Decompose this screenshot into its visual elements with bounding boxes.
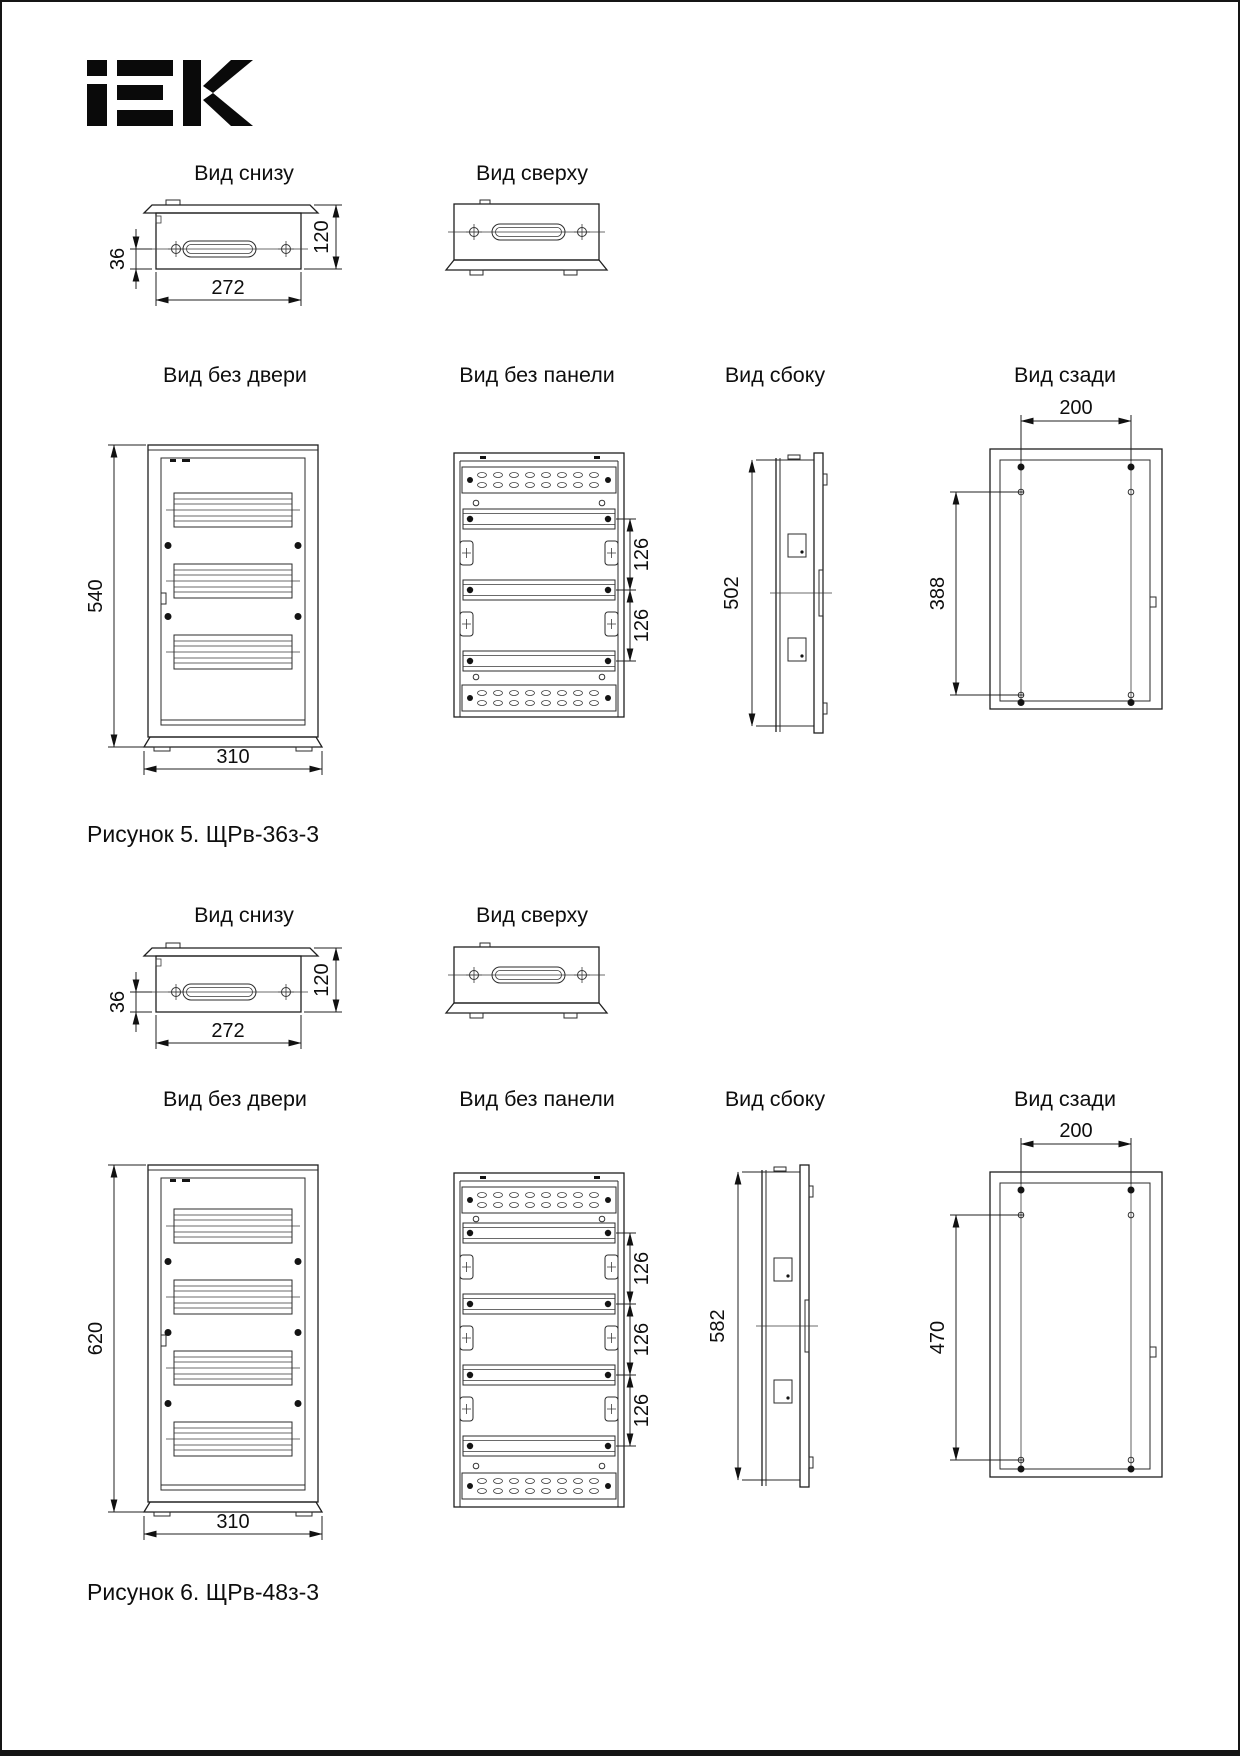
fig6-label-view-no-door: Вид без двери [163,1087,307,1111]
fig6-dim-rail-pitch-3: 126 [631,1393,653,1428]
fig5-label-view-side: Вид сбоку [724,363,826,387]
din-rail [463,1223,615,1243]
fig6-dim-rail-pitch-2: 126 [631,1322,653,1357]
fig5-label-view-top: Вид сверху [476,161,588,185]
din-rail [166,564,300,598]
fig5-dim-depth: 120 [311,220,333,254]
fig5-dim-rail-pitch-1: 126 [631,537,653,572]
fig6-caption: Рисунок 6. ЩРв-48з-3 [87,1579,320,1605]
fig6-dim-flange-offset: 36 [107,990,129,1014]
fig6-label-view-no-panel: Вид без панели [459,1087,615,1111]
din-rail [166,635,300,669]
cabinet-top-drawing [446,943,607,1018]
fixing-tab [605,612,618,636]
din-rail [463,509,615,529]
fixing-tab [460,612,473,636]
fig6-side-view [707,1165,818,1487]
fixing-tab [605,1397,618,1421]
fig5-dim-rear-span-width: 200 [1059,397,1093,419]
fixing-tab [460,1255,473,1279]
fig5-side-view [721,453,832,733]
din-rail [166,1422,300,1456]
fig5-label-view-bottom: Вид снизу [194,161,294,185]
fixing-tab [605,1326,618,1350]
fig6-dim-width: 310 [216,1511,250,1533]
fig5-rear-view [927,397,1162,709]
din-rail [166,1280,300,1314]
fig6-label-view-bottom: Вид снизу [194,903,294,927]
fig6-dim-height: 620 [85,1321,107,1356]
fig6-label-view-top: Вид сверху [476,903,588,927]
fig5-dim-rail-pitch-2: 126 [631,608,653,643]
fig5-bottom-view [107,200,342,306]
din-rail [463,1294,615,1314]
fig5-top-view [446,200,607,275]
din-rail [463,580,615,600]
fig5-label-view-rear: Вид сзади [1014,363,1116,387]
fig6-label-view-rear: Вид сзади [1014,1087,1116,1111]
fixing-tab [460,541,473,565]
fig5-dim-side-height: 502 [721,576,743,610]
fig6-dim-rear-span-width: 200 [1059,1120,1093,1142]
fixing-tab [605,541,618,565]
din-rail [166,1351,300,1385]
fig5-dim-height: 540 [85,579,107,613]
din-rail [463,1365,615,1385]
fig6-label-view-side: Вид сбоку [724,1087,826,1111]
din-rail [463,1436,615,1456]
fig6-dim-rear-span-height: 470 [927,1320,949,1355]
iek-logo [87,60,253,126]
technical-drawing-sheet [2,2,1240,1756]
fig6-no-panel-view [454,1173,653,1507]
fig5-label-view-no-door: Вид без двери [163,363,307,387]
fig5-caption: Рисунок 5. ЩРв-36з-3 [87,821,320,847]
perforated-strip [462,1187,616,1213]
fig6-dim-rail-pitch-1: 126 [631,1251,653,1286]
din-rail [463,651,615,671]
fig5-dim-body-width: 272 [211,277,245,299]
fixing-tab [460,1397,473,1421]
figure-5 [85,161,1162,847]
fig6-dim-side-height: 582 [707,1309,729,1343]
din-rail [166,1209,300,1243]
fig5-label-view-no-panel: Вид без панели [459,363,615,387]
fig6-dim-depth: 120 [311,963,333,997]
fixing-tab [605,1255,618,1279]
fig6-top-view [446,943,607,1018]
perforated-strip [462,1473,616,1499]
cabinet-top-drawing [446,200,607,275]
fig6-no-door-view [85,1165,322,1540]
fig6-dim-body-width: 272 [211,1020,245,1042]
fig5-dim-flange-offset: 36 [107,247,129,271]
figure-6 [85,903,1162,1605]
fig6-bottom-view [107,943,342,1049]
fig5-no-panel-view [454,453,653,717]
fig5-no-door-view [85,445,322,775]
fig5-dim-rear-span-height: 388 [927,576,949,611]
din-rail [166,493,300,527]
perforated-strip [462,685,616,711]
fixing-tab [460,1326,473,1350]
perforated-strip [462,467,616,493]
fig6-rear-view [927,1120,1162,1477]
fig5-dim-width: 310 [216,746,250,768]
